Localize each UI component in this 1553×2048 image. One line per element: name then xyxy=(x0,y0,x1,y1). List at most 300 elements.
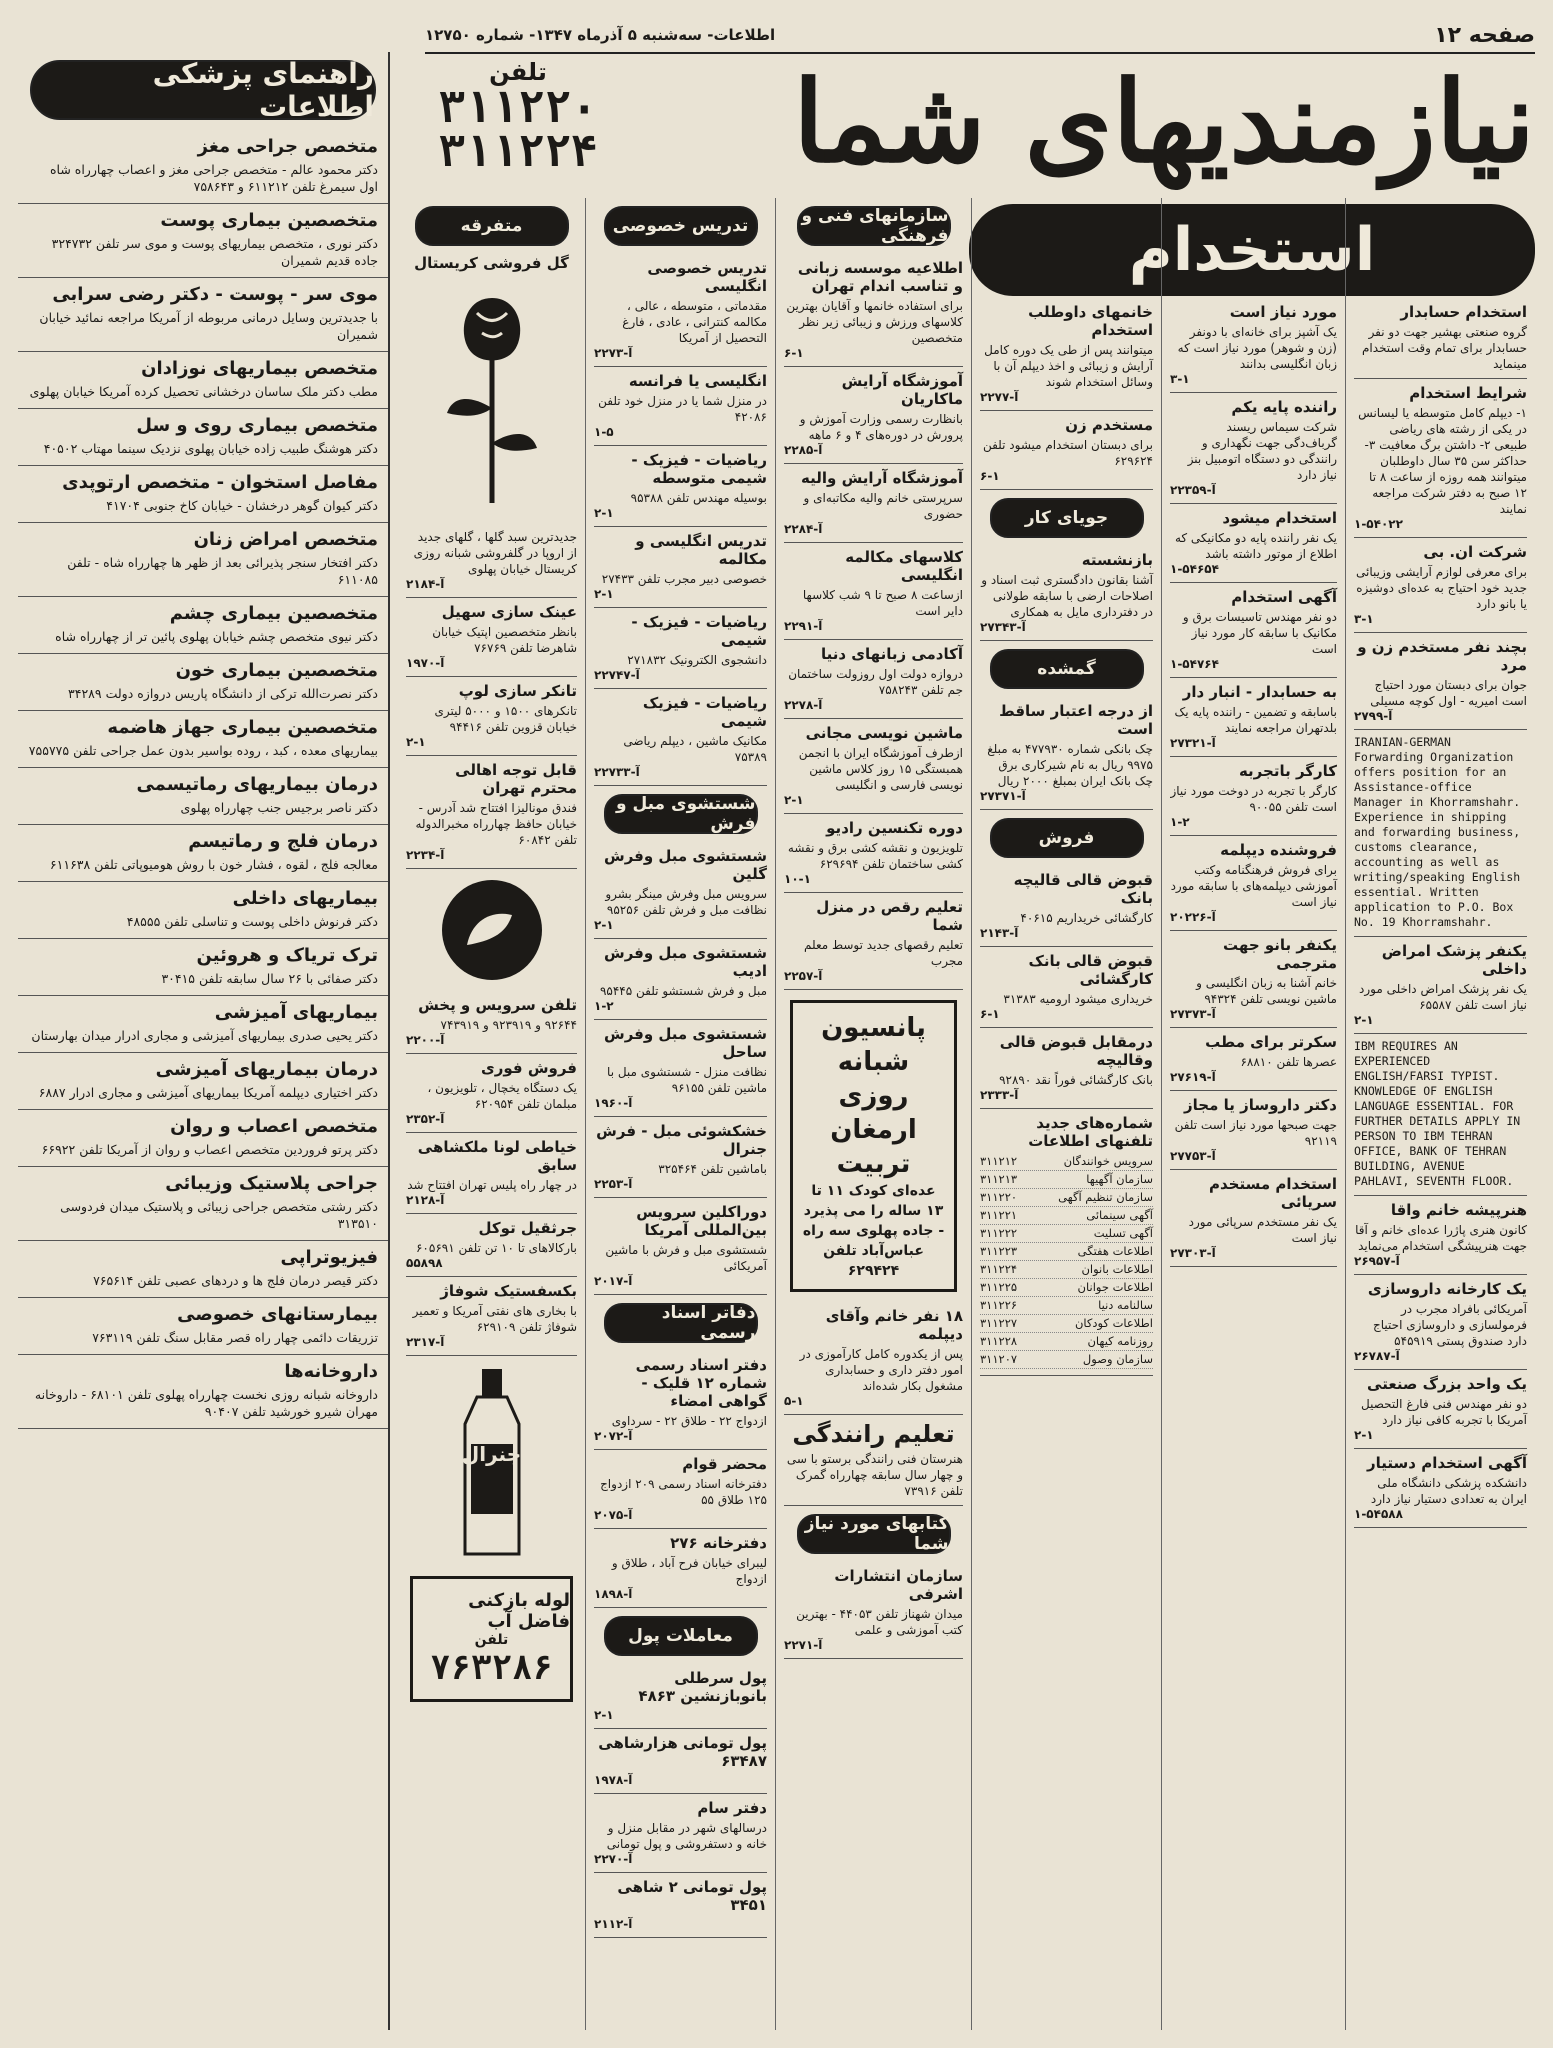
page-number: صفحه ۱۲ xyxy=(1434,22,1535,48)
ad-text: کارگشائی خریداریم ۴۰۶۱۵ xyxy=(1020,911,1153,925)
masthead-phone-box xyxy=(398,58,638,188)
masthead-title: نیازمندیهای شما xyxy=(792,57,1535,188)
medical-guide-entry xyxy=(18,466,388,523)
ad-code: ۲۲۵۳-آ xyxy=(594,1177,633,1191)
ad-code: ۲-۱ xyxy=(594,587,614,601)
ad-code: ۲۷۳۴۳-آ xyxy=(980,620,1026,634)
phone-directory-row xyxy=(980,1279,1153,1297)
ad-text: دو نفر مهندس تاسیسات برق و مکانیک با سابقه کار مورد نیاز است xyxy=(1182,610,1337,656)
ad-text: کانون هنری پاژرا عده‌ای خانم و آقا جهت هنرپیشگی استخدام می‌نماید xyxy=(1355,1223,1527,1253)
classified-ad xyxy=(980,546,1153,641)
medical-guide-entry xyxy=(18,654,388,711)
medical-guide-entry xyxy=(18,1110,388,1167)
ad-code: ۶-۱ xyxy=(980,469,1000,483)
ad-code: ۲۲۷۰-آ xyxy=(594,1852,633,1866)
classified-ad xyxy=(784,719,963,814)
ad-text: دانشکده پزشکی دانشگاه ملی ایران به تعدادی دستیار نیاز دارد xyxy=(1370,1476,1527,1506)
phone-directory-row xyxy=(980,1189,1153,1207)
entry-title: متخصص جراحی مغز xyxy=(197,136,378,157)
ad-text: در منزل شما یا در منزل خود تلفن ۴۲۰۸۶ xyxy=(598,394,767,424)
phone-directory-row xyxy=(980,1225,1153,1243)
boarding-school-ad xyxy=(790,1000,957,1292)
drain-cleaning-title: لوله بازکنی فاضل آب xyxy=(468,1590,570,1632)
ad-code: ۳-۱ xyxy=(1354,612,1374,626)
ad-code: ۲۷۹۹-آ xyxy=(1354,709,1393,723)
phone-directory-row xyxy=(980,1315,1153,1333)
entry-title: درمان فلج و رماتیسم xyxy=(188,831,378,852)
ad-text: یک نفر پزشک امراض داخلی مورد نیاز است تلفن ۶۵۵۸۷ xyxy=(1359,982,1527,1012)
classified-ad xyxy=(980,411,1153,490)
entry-text: دکتر اختیاری دیپلمه آمریکا بیماریهای آمیزشی و مجاری ادرار ۶۸۸۷ xyxy=(38,1085,378,1100)
ad-text: جوان برای دبستان مورد احتیاج است امیریه - اول کوچه مسیلی xyxy=(1370,678,1527,708)
classified-ad xyxy=(1354,633,1527,730)
classified-ad xyxy=(1170,504,1337,583)
newspaper-page xyxy=(18,18,1535,2030)
ad-code: ۲۰۷۲-آ xyxy=(594,1429,633,1443)
ad-code: ۲۱۸۴-آ xyxy=(406,577,445,591)
phone-directory-row xyxy=(980,1153,1153,1171)
ad-code: ۲۲۷۱-آ xyxy=(784,1638,823,1652)
entry-text: دکتر قیصر درمان فلج ها و دردهای عصبی تلفن ۷۶۵۶۱۴ xyxy=(93,1273,378,1288)
column-1 xyxy=(1345,198,1535,2030)
classified-ad xyxy=(594,446,767,527)
phone-directory-label: سرویس خوانندگان xyxy=(1063,1154,1153,1168)
entry-title: بیماریهای آمیزشی xyxy=(214,1002,378,1023)
entry-title: جراحی پلاستیک وزیبائی xyxy=(165,1173,378,1194)
ad-title: انگلیسی یا فرانسه xyxy=(628,372,767,390)
phone-directory-number: ۳۱۱۲۲۲ xyxy=(980,1226,1018,1240)
ad-title: استخدام حسابدار xyxy=(1400,303,1527,321)
ad-text: آمریکائی بافراد مجرب در فرمولسازی و داروسازی احتیاج دارد صندوق پستی ۵۴۵۹۱۹ xyxy=(1373,1302,1527,1348)
ad-title: یک واحد بزرگ صنعتی xyxy=(1367,1375,1527,1393)
entry-title: موی سر - پوست - دکتر رضی سرابی xyxy=(52,284,378,305)
ad-text: ۱- دیپلم کامل متوسطه یا لیسانس در یکی از رشته های ریاضی طبیعی ۲- داشتن برگ معافیت ۳- حداکثر سن ۳۵ سال داوطلبان میتوانند همه روزه از ساعت ۸ تا ۱۲ صبح به دفتر شرکت مراجعه نمایند xyxy=(1358,406,1527,516)
entry-text: دکتر محمود عالم - متخصص جراحی مغز و اعصاب چهارراه شاه اول سیمرغ تلفن ۶۱۱۲۱۲ و ۷۵۸۶۴۳ xyxy=(49,162,378,194)
ad-code: ۲-۱ xyxy=(594,918,614,932)
medical-guide-entry xyxy=(18,523,388,597)
ad-title: شستشوی مبل وفرش ساحل xyxy=(604,1025,767,1061)
ad-code: ۲۷۳۷۳-آ xyxy=(1170,1007,1216,1021)
classified-ad xyxy=(406,991,577,1054)
ad-title: استخدام میشود xyxy=(1222,509,1337,527)
classified-ad xyxy=(594,939,767,1020)
ad-text: بوسیله مهندس تلفن ۹۵۳۸۸ xyxy=(630,491,767,505)
entry-title: مفاصل استخوان - متخصص ارتوپدی xyxy=(62,472,378,493)
column-1-ads xyxy=(1354,298,1527,730)
medical-guide-entry xyxy=(18,1241,388,1298)
classified-ad xyxy=(406,598,577,677)
ad-code: ۲-۱ xyxy=(784,793,804,807)
entry-title: متخصص اعصاب و روان xyxy=(170,1116,378,1137)
ad-text: چک بانکی شماره ۴۷۷۹۳۰ به مبلغ ۹۹۷۵ ریال به نام شیرکاری برق چک بانک ایران بمبلغ ۲۰۰۰ ریال xyxy=(987,742,1153,788)
ad-title: آکادمی زبانهای دنیا xyxy=(820,645,963,663)
ad-title: ریاضیات - فیزیک شیمی xyxy=(642,694,767,730)
ad-code: ۲۲۷۴۷-آ xyxy=(594,668,640,682)
phone-directory-label: سازمان وصول xyxy=(1082,1352,1153,1366)
driving-school-ad xyxy=(784,1415,963,1506)
entry-text: دکتر ناصر برجیس جنب چهارراه پهلوی xyxy=(180,800,378,815)
ad-code: ۶-۱ xyxy=(980,1007,1000,1021)
ad-text: برای دبستان استخدام میشود تلفن ۶۲۹۶۲۴ xyxy=(982,438,1153,468)
entry-text: دکتر نصرت‌الله ترکی از دانشگاه پاریس دروازه دولت ۳۴۲۸۹ xyxy=(68,686,378,701)
ad-text: عصرها تلفن ۶۸۸۱۰ xyxy=(1240,1055,1337,1069)
column-6-ads xyxy=(406,524,577,869)
ad-text: دو نفر مهندس فنی فارغ التحصیل آمریکا با تجربه کافی نیاز دارد xyxy=(1361,1397,1527,1427)
employment-banner: استخدام xyxy=(969,204,1535,296)
medical-guide-entry xyxy=(18,711,388,768)
ad-code: ۱-۵۴۰۲۲ xyxy=(1354,517,1403,531)
classified-ad xyxy=(784,254,963,367)
ad-code: ۲۶۹۵۷-آ xyxy=(1354,1254,1400,1268)
ad-title: عینک سازی سهیل xyxy=(441,603,577,621)
entry-text: داروخانه شبانه روزی نخست چهارراه پهلوی تلفن ۶۸۱۰۱ - داروخانه مهران شیرو خورشید تلفن ۹۰۴۰۷ xyxy=(34,1387,378,1419)
ad-title: آگهی استخدام دستیار xyxy=(1367,1454,1527,1472)
ad-code: ۲۷۳۷۱-آ xyxy=(980,789,1026,803)
ad-title: پول سرطلی بانوبازنشین ۴۸۶۳ xyxy=(638,1669,767,1705)
entry-text: دکتر پرتو فروردین متخصص اعصاب و روان از آمریکا تلفن ۶۶۹۲۲ xyxy=(41,1142,378,1157)
ad-title: بچند نفر مستخدم زن و مرد xyxy=(1357,638,1527,674)
ad-code: ۲۲۸۵-آ xyxy=(784,443,823,457)
entry-text: معالجه فلج ، لقوه ، فشار خون با روش هومیوپاتی تلفن ۶۱۱۶۳۸ xyxy=(49,857,378,872)
ad-text: آشنا بقانون دادگستری ثبت اسناد و اصلاحات ارضی با سابقه طولانی در دفترداری مایل به همکاری xyxy=(981,573,1153,619)
ad-text: ازساعت ۸ صبح تا ۹ شب کلاسها دایر است xyxy=(802,588,963,618)
phone-label: تلفن xyxy=(489,58,547,86)
ad-text: یک نفر مستخدم سرپائی مورد نیاز است xyxy=(1188,1215,1337,1245)
medical-guide-entry xyxy=(18,352,388,409)
classified-ad xyxy=(594,1873,767,1938)
phone-directory-label: سازمان تنظیم آگهی xyxy=(1058,1190,1153,1204)
classified-ad xyxy=(1354,1370,1527,1449)
classified-ad xyxy=(1354,937,1527,1034)
column-3 xyxy=(971,198,1161,2030)
entry-title: متخصصین بیماری جهاز هاضمه xyxy=(107,717,378,738)
section-technical-cultural: سازمانهای فنی و فرهنگی xyxy=(797,206,951,246)
ad-code: ۲-۱ xyxy=(594,506,614,520)
classified-ad xyxy=(1170,1170,1337,1267)
rose-illustration-icon xyxy=(432,278,552,518)
entry-text: تزریقات دائمی چهار راه قصر مقابل سنگ تلفن ۷۶۳۱۱۹ xyxy=(92,1330,378,1345)
ad-text: دروازه دولت اول روزولت ساختمان جم تلفن ۷۵۸۲۴۳ xyxy=(788,667,963,697)
phone-directory-row xyxy=(980,1333,1153,1351)
ad-title: آگهی استخدام xyxy=(1231,588,1337,606)
ad-text: دفترخانه اسناد رسمی ۲۰۹ ازدواج ۱۲۵ طلاق ۵۵ xyxy=(600,1477,767,1507)
ad-title: ریاضیات - فیزیک - شیمی xyxy=(631,613,767,649)
ad-title: خیاطی لونا ملکشاهی سابق xyxy=(417,1138,577,1174)
ad-code: ۲۲۳۴-آ xyxy=(406,848,445,862)
medical-guide-entry xyxy=(18,409,388,466)
ad-text: دانشجوی الکترونیک ۲۷۱۸۳۲ xyxy=(627,653,767,667)
classified-ad xyxy=(1170,836,1337,931)
ad-code: ۱۸۹۸-آ xyxy=(594,1587,633,1601)
ad-code: ۲۷۶۱۹-آ xyxy=(1170,1070,1216,1084)
ad-code: ۵۵۸۹۸ xyxy=(406,1256,443,1270)
ad-title: دفترخانه ۲۷۶ xyxy=(670,1534,767,1552)
column-3-ads-4 xyxy=(980,866,1153,1109)
section-private-tutoring: تدریس خصوصی xyxy=(604,206,758,246)
ad-title: قبوض قالی بانک کارگشائی xyxy=(1028,952,1153,988)
medical-guide-entry xyxy=(18,882,388,939)
entry-text: با جدیدترین وسایل درمانی مربوطه از آمریکا مراجعه نمائید خیابان شمیران xyxy=(39,310,378,342)
ad-code: ۲۲۷۳-آ xyxy=(594,346,633,360)
phone-directory-label: اطلاعات جوانان xyxy=(1077,1280,1153,1294)
ad-text: یک آشپز برای خانه‌ای با دونفر (زن و شوهر) مورد نیاز است که زبان انگلیسی بدانند xyxy=(1177,325,1337,371)
classified-ad xyxy=(1170,583,1337,678)
ad-code: ۲۲۰۰-آ xyxy=(406,1033,445,1047)
ad-title: هنرپیشه خانم واقا xyxy=(1390,1201,1527,1219)
ad-text: بانظارت رسمی وزارت آموزش و پرورش در دوره‌های ۴ و ۶ ماهه xyxy=(799,412,963,442)
ad-text: بانک کارگشائی فوراً نقد ۹۲۸۹۰ xyxy=(999,1073,1153,1087)
classified-ad xyxy=(784,1562,963,1659)
medical-guide-sidebar xyxy=(18,52,390,2030)
ad-code: ۱-۵۴۷۶۴ xyxy=(1170,657,1219,671)
classified-ad xyxy=(980,1028,1153,1109)
classified-ad xyxy=(594,1664,767,1729)
classified-ad xyxy=(406,524,577,598)
entry-text: دکتر یحیی صدری بیماریهای آمیزشی و مجاری ادرار میدان بهارستان xyxy=(31,1028,378,1043)
phone-directory-row xyxy=(980,1243,1153,1261)
ad-text: مکانیک ماشین ، دیپلم ریاضی ۷۵۳۸۹ xyxy=(623,734,767,764)
classified-ad xyxy=(1170,298,1337,393)
column-5-ads xyxy=(594,254,767,786)
ad-title: دوراکلین سرویس بین‌المللی آمریکا xyxy=(636,1203,767,1239)
ad-code: ۲۰۷۵-آ xyxy=(594,1508,633,1522)
ad-text: ۹۲۶۴۴ و ۹۲۳۹۱۹ و ۷۴۳۹۱۹ xyxy=(440,1018,577,1032)
ad-text: گروه صنعتی بهشیر جهت دو نفر حسابدار برای تمام وقت استخدام مینماید xyxy=(1362,325,1527,371)
ad-code: ۲-۱ xyxy=(406,735,426,749)
drain-cleaning-ad xyxy=(410,1576,573,1702)
ad-title: شستشوی مبل وفرش گلین xyxy=(604,847,767,883)
column-1-ads-2 xyxy=(1354,937,1527,1034)
ad-title: دکتر داروساز یا مجاز xyxy=(1184,1096,1337,1114)
ad-code: ۲۷۳۰۳-آ xyxy=(1170,1246,1216,1260)
medical-guide-list xyxy=(18,130,388,1429)
classified-ad xyxy=(406,756,577,869)
ad-text: لیبرای خیابان فرح آباد ، طلاق و ازدواج xyxy=(611,1556,767,1586)
medical-guide-entry xyxy=(18,996,388,1053)
classified-ad xyxy=(406,677,577,756)
ad-text: تعلیم رقصهای جدید توسط معلم مجرب xyxy=(804,938,963,968)
ad-title: قابل توجه اهالی محترم تهران xyxy=(455,761,577,797)
classified-ad xyxy=(594,1450,767,1529)
entry-title: متخصصین بیماری چشم xyxy=(169,603,378,624)
phone-directory-number: ۳۱۱۲۲۵ xyxy=(980,1280,1018,1294)
ad-code: ۳-۱ xyxy=(1170,372,1190,386)
ad-text: میتوانند پس از طی یک دوره کامل آرایش و زیبائی و اخذ دیپلم آن با وسائل استخدام شوند xyxy=(984,343,1153,389)
ad-text: خصوصی دبیر مجرب تلفن ۲۷۴۳۳ xyxy=(601,572,767,586)
ad-text: برای فروش فرهنگنامه وکتب آموزشی دیپلمه‌های با سابقه مورد نیاز است xyxy=(1170,863,1337,909)
classified-ad xyxy=(594,1117,767,1198)
column-4-ads-2 xyxy=(784,1302,963,1415)
ad-code: ۲۲۷۸-آ xyxy=(784,698,823,712)
classified-ad xyxy=(594,1351,767,1450)
medical-guide-entry xyxy=(18,939,388,996)
entry-text: دکتر هوشنگ طبیب زاده خیابان پهلوی نزدیک سینما مهتاب ۴۰۵۰۲ xyxy=(43,441,378,456)
ad-text: پس از یکدوره کامل کارآموزی در امور دفتر داری و حسابداری مشغول بکار شده‌اند xyxy=(799,1347,963,1393)
phone-directory-title: شماره‌های جدید تلفنهای اطلاعات xyxy=(1028,1114,1153,1150)
ad-code: ۱۹۷۸-آ xyxy=(594,1773,633,1787)
ad-text: باماشین تلفن ۳۲۵۴۶۴ xyxy=(658,1162,767,1176)
ad-code: ۲۲۷۷-آ xyxy=(980,390,1019,404)
classified-ad xyxy=(594,367,767,446)
entry-title: فیزیوتراپی xyxy=(280,1247,378,1268)
phone-directory-number: ۳۱۱۲۱۳ xyxy=(980,1172,1018,1186)
classified-ad xyxy=(784,893,963,990)
section-books: کتابهای مورد نیاز شما xyxy=(797,1514,951,1554)
classified-ad xyxy=(1170,757,1337,836)
entry-text: دکتر صفائی با ۲۶ سال سابقه تلفن ۳۰۴۱۵ xyxy=(161,971,378,986)
phone-directory-number: ۳۱۱۲۲۸ xyxy=(980,1334,1018,1348)
classified-ad xyxy=(784,640,963,719)
ad-title: پول تومانی ۲ شاهی ۳۴۵۱ xyxy=(617,1878,767,1914)
ad-title: خشکشوئی مبل - فرش جنرال xyxy=(596,1122,767,1158)
classified-ad xyxy=(1170,1028,1337,1091)
classified-ad xyxy=(594,1794,767,1873)
phone-directory-number: ۳۱۱۲۰۷ xyxy=(980,1352,1018,1366)
entry-title: درمان بیماریهای آمیزشی xyxy=(155,1059,378,1080)
column-6 xyxy=(398,198,585,2030)
ad-code: ۲۰۱۷-آ xyxy=(594,1274,633,1288)
ad-title: بازنشسته xyxy=(1081,551,1153,569)
classified-ad xyxy=(784,464,963,543)
ad-code: ۲۷۳۲۱-آ xyxy=(1170,736,1216,750)
phone-directory-number: ۳۱۱۲۲۰ xyxy=(980,1190,1018,1204)
phone-directory-row xyxy=(980,1207,1153,1225)
ad-title: یکنفر بانو جهت مترجمی xyxy=(1223,936,1337,972)
column-5-ads-3 xyxy=(594,1351,767,1608)
section-notary: دفاتر اسناد رسمی xyxy=(604,1303,758,1343)
ad-code: ۲۱۱۲-آ xyxy=(594,1917,633,1931)
ad-title: مورد نیاز است xyxy=(1229,303,1337,321)
phone-directory-list xyxy=(980,1153,1153,1369)
ad-title: یکنفر پزشک امراض داخلی xyxy=(1381,942,1527,978)
column-3-ads xyxy=(980,298,1153,490)
ad-title: جرثقیل توکل xyxy=(478,1219,577,1237)
ad-title: راننده پایه یکم xyxy=(1231,398,1337,416)
issue-header xyxy=(425,18,1535,54)
medical-guide-entry xyxy=(18,597,388,654)
column-5-ads-2 xyxy=(594,842,767,1295)
phone-directory-label: روزنامه کیهان xyxy=(1087,1334,1153,1348)
phone-directory-label: سالنامه دنیا xyxy=(1098,1298,1153,1312)
column-3-ads-2 xyxy=(980,546,1153,641)
phone-directory-row xyxy=(980,1261,1153,1279)
entry-text: دکتر کیوان گوهر درخشان - خیابان کاخ جنوبی ۴۱۷۰۴ xyxy=(106,498,378,513)
classified-ad xyxy=(594,527,767,608)
medical-guide-entry xyxy=(18,1053,388,1110)
boarding-school-title: پانسیون شبانه روزی ارمغان تربیت xyxy=(821,1013,926,1179)
ad-code: ۲۲۸۴-آ xyxy=(784,522,823,536)
bottle-label: جنرال xyxy=(461,1442,522,1466)
phone-directory-label: آگهی سینمائی xyxy=(1086,1208,1153,1222)
ad-code: ۲۳۳۳-آ xyxy=(980,1088,1019,1102)
column-3-ads-3 xyxy=(980,697,1153,810)
ad-title: پول تومانی هزارشاهی ۶۳۴۸۷ xyxy=(598,1734,767,1770)
boarding-school-text: عده‌ای کودک ۱۱ تا ۱۳ ساله را می پذیرد - جاده پهلوی سه راه عباس‌آباد تلفن ۶۲۹۴۲۴ xyxy=(802,1183,945,1279)
ad-code: ۱۹۷۰-آ xyxy=(406,656,445,670)
phone-directory-row xyxy=(980,1351,1153,1369)
ad-text: با بخاری های نفتی آمریکا و تعمیر شوفاژ تلفن ۶۲۹۱۰۹ xyxy=(412,1304,577,1334)
ad-code: ۱-۵۴۶۵۴ xyxy=(1170,562,1219,576)
ad-title: کلاسهای مکالمه انگلیسی xyxy=(845,548,963,584)
ad-code: ۲۰۲۲۶-آ xyxy=(1170,910,1216,924)
phone-directory-number: ۳۱۱۲۲۱ xyxy=(980,1208,1018,1222)
ad-title: محضر قوام xyxy=(682,1455,767,1473)
ad-code: ۲۳۵۲-آ xyxy=(406,1112,445,1126)
ad-title: تدریس انگلیسی و مکالمه xyxy=(635,532,767,568)
phone-directory-label: اطلاعات هفتگی xyxy=(1077,1244,1153,1258)
classified-ad xyxy=(1354,379,1527,538)
entry-title: داروخانه‌ها xyxy=(284,1361,378,1382)
medical-guide-entry xyxy=(18,278,388,352)
classified-ad xyxy=(406,1133,577,1214)
ad-code: ۲۲۵۷-آ xyxy=(784,969,823,983)
ad-code: ۱-۲ xyxy=(594,999,614,1013)
ad-text: خانم آشنا به زبان انگلیسی و ماشین نویسی تلفن ۹۴۳۲۴ xyxy=(1196,976,1337,1006)
column-6-ads-2 xyxy=(406,991,577,1356)
ad-text: سرویس مبل وفرش مینگر بشرو نظافت مبل و فرش تلفن ۹۵۲۵۶ xyxy=(605,887,767,917)
column-2-ads xyxy=(1170,298,1337,1267)
ad-title: تعلیم رقص در منزل شما xyxy=(816,898,963,934)
ad-title: اطلاعیه موسسه زبانی و تناسب اندام تهران xyxy=(797,259,963,295)
ad-code: ۲۱۴۳-آ xyxy=(980,926,1019,940)
ad-title: فروشنده دیپلمه xyxy=(1220,841,1337,859)
ad-text: جهت صبحها مورد نیاز است تلفن ۹۲۱۱۹ xyxy=(1174,1118,1337,1148)
classified-ad xyxy=(980,298,1153,411)
ad-code: ۲۲۹۱-آ xyxy=(784,619,823,633)
ad-title: دفتر اسناد رسمی شماره ۱۲ قلیک - گواهی امضاء xyxy=(635,1356,767,1410)
ad-title: سکرتر برای مطب xyxy=(1205,1033,1337,1051)
classified-ad xyxy=(406,1214,577,1277)
ad-text: میدان شهناز تلفن ۴۴۰۵۳ - بهترین کتب آموزشی و علمی xyxy=(796,1607,963,1637)
ad-code: ۲-۱ xyxy=(1354,1428,1374,1442)
flower-shop-label: گل فروشی کریستال xyxy=(414,254,569,272)
ad-text: فندق مونالیزا افتتاح شد آدرس - خیابان حافظ چهارراه مخبرالدوله تلفن ۶۰۸۴۲ xyxy=(415,801,577,847)
english-ad-forwarding xyxy=(1354,730,1527,937)
ad-text: برای معرفی لوازم آرایشی وزیبائی جدید خود احتیاج به عده‌ای دوشیزه یا بانو دارد xyxy=(1356,565,1527,611)
ad-code: ۲۳۱۷-آ xyxy=(406,1335,445,1349)
section-miscellaneous: متفرقه xyxy=(415,206,569,246)
ad-text: درسالهای شهر در مقابل منزل و خانه و دستفروشی و پول تومانی xyxy=(606,1821,767,1851)
ad-title: دوره تکنسین رادیو xyxy=(826,819,963,837)
ad-text: خریداری میشود ارومیه ۳۱۳۸۳ xyxy=(1003,992,1153,1006)
ad-title: تدریس خصوصی انگلیسی xyxy=(647,259,767,295)
entry-text: بیماریهای معده ، کبد ، روده بواسیر بدون عمل جراحی تلفن ۷۵۵۷۷۵ xyxy=(28,743,378,758)
medical-guide-entry xyxy=(18,1167,388,1241)
ad-title: فروش فوری xyxy=(480,1059,577,1077)
driving-school-title: تعلیم رانندگی xyxy=(792,1420,955,1448)
ad-text: برای استفاده خانمها و آقایان بهترین کلاسهای ورزش و زیبائی زیر نظر متخصصین xyxy=(786,299,963,345)
medical-guide-title: راهنمای پزشکی اطلاعات xyxy=(30,60,376,120)
ad-code: ۲-۱ xyxy=(1354,1013,1374,1027)
ad-text: تانکرهای ۱۵۰۰ و ۵۰۰۰ لیتری خیابان قزوین تلفن ۹۴۴۱۶ xyxy=(434,704,577,734)
phone-directory-label: اطلاعات بانوان xyxy=(1081,1262,1153,1276)
english-ad-ibm xyxy=(1354,1034,1527,1196)
driving-school-text: هنرستان فنی رانندگی برستو با سی و چهار سال سابقه چهارراه گمرک تلفن ۷۳۹۱۶ xyxy=(786,1452,963,1498)
phone-directory-number: ۳۱۱۲۲۳ xyxy=(980,1244,1018,1258)
medical-guide-entry xyxy=(18,825,388,882)
ad-title: استخدام مستخدم سریائی xyxy=(1209,1175,1337,1211)
medical-guide-entry xyxy=(18,1355,388,1429)
entry-title: بیمارستانهای خصوصی xyxy=(177,1304,378,1325)
ad-title: تانکر سازی لوپ xyxy=(458,682,577,700)
phone-directory-row xyxy=(980,1171,1153,1189)
ad-text: بارکالاهای تا ۱۰ تن تلفن ۶۰۵۶۹۱ xyxy=(415,1241,577,1255)
phone-directory-label: اطلاعات کودکان xyxy=(1074,1316,1153,1330)
entry-text: مطب دکتر ملک ساسان درخشانی تحصیل کرده آمریکا خیابان پهلوی xyxy=(29,384,378,399)
english-ad-text: IRANIAN-GERMAN Forwarding Organization offers position for an Assistance-office Manager in Khorramshahr. Experience in shipping and forwarding business, customs clearance, accounting as well as writing/speaking English essential. Written application to P.O. Box No. 19 Khorramshahr. xyxy=(1354,735,1521,929)
ad-text: ازطرف آموزشگاه ایران با انجمن همبستگی ۱۵ روز کلاس ماشین نویسی فارسی و انگلیسی xyxy=(798,746,963,792)
ad-code: ۱-۵۴۵۸۸ xyxy=(1354,1507,1403,1521)
